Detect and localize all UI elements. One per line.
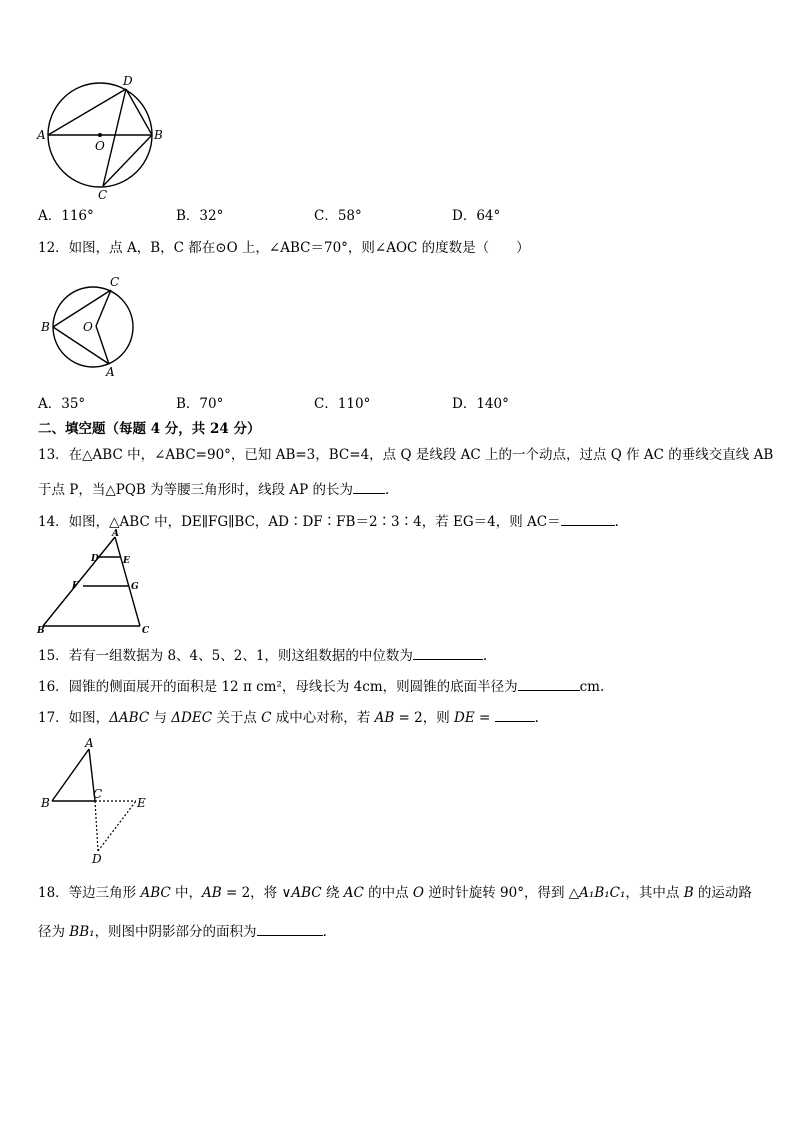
label-a: A [112, 529, 119, 539]
q16-text-line [38, 676, 604, 696]
q18-o: O [412, 885, 424, 901]
circle-outline [53, 287, 133, 367]
q17-de: DE [454, 710, 475, 726]
q18-line1 [38, 884, 752, 902]
q15-answer-blank[interactable] [413, 645, 483, 660]
q18-line2 [38, 921, 327, 941]
label-d: D [92, 852, 102, 866]
side-ab [43, 537, 115, 626]
figure-q12-circle [38, 272, 148, 382]
q18-p6: 逆时针旋转 90°，得到 △ [423, 885, 580, 901]
q13-line1: 13．在△ABC 中，∠ABC=90°，已知 AB=3，BC=4，点 Q 是线段 AC 上的一个动点，过点 Q 作 AC 的垂线交直线 AB [38, 447, 774, 463]
radius-oa [96, 326, 109, 364]
q18-answer-blank[interactable] [257, 921, 323, 936]
q18-p1: 18．等边三角形 [38, 885, 141, 901]
q12-text: 12．如图，点 A，B，C 都在⊙O 上，∠ABC＝70°，则∠AOC 的度数是（ ） [38, 240, 530, 256]
chord-ad [48, 89, 126, 135]
label-a: A [37, 128, 46, 142]
q12-option-a[interactable]: A．35° [38, 396, 86, 412]
q11-option-c[interactable]: C．58° [314, 208, 362, 224]
label-d: D [91, 554, 99, 564]
q14-text: 14．如图，△ABC 中，DE∥FG∥BC，AD∶DF∶FB＝2∶3∶4，若 EG＝4，则 AC＝ [38, 514, 561, 530]
q13-answer-blank[interactable] [353, 479, 385, 494]
q16-text: 16．圆锥的侧面展开的面积是 12 π cm²，母线长为 4cm，则圆锥的底面半径为 [38, 679, 518, 695]
q14-text-line [38, 511, 619, 531]
center-point [98, 133, 102, 137]
q14-answer-blank[interactable] [561, 511, 615, 526]
q11-option-b[interactable]: B．32° [176, 208, 224, 224]
label-f: F [72, 581, 79, 591]
q18-p4: 绕 [321, 885, 344, 901]
q13-line2 [38, 479, 389, 499]
label-o: O [83, 320, 93, 334]
q18-p2: 中， [170, 885, 203, 901]
q18-end: . [322, 924, 327, 940]
q11-option-a[interactable]: A．116° [38, 208, 94, 224]
q15-end: . [482, 648, 488, 664]
label-c: C [110, 275, 120, 289]
section-title: 二、填空题（每题 4 分，共 24 分） [38, 421, 261, 437]
label-c: C [98, 188, 108, 202]
q16-end: cm. [579, 679, 605, 695]
q17-point-c: C [261, 710, 272, 726]
label-e: E [123, 556, 130, 566]
q18-p5: 的中点 [363, 885, 413, 901]
q17-part3: 关于点 [212, 710, 262, 726]
q18-line2b: ，则图中阴影部分的面积为 [94, 924, 257, 940]
label-b: B [37, 626, 45, 636]
q17-end: . [534, 710, 539, 726]
chord-db [126, 89, 152, 135]
label-a: A [106, 365, 115, 379]
q12-option-b[interactable]: B．70° [176, 396, 224, 412]
figure-q11-circle [34, 72, 174, 202]
q14-end: . [614, 514, 619, 530]
q15-text: 15．若有一组数据为 8、4、5、2、1，则这组数据的中位数为 [38, 648, 413, 664]
label-c: C [93, 787, 103, 801]
side-cd [95, 801, 98, 851]
q17-tri-dec: ΔDEC [171, 710, 213, 726]
label-c: C [142, 626, 150, 636]
q13-line2-text: 于点 P，当△PQB 为等腰三角形时，线段 AP 的长为 [38, 482, 354, 498]
label-o: O [95, 139, 105, 153]
q18-abc: ABC [140, 885, 171, 901]
q16-answer-blank[interactable] [518, 676, 580, 691]
side-de [98, 801, 136, 851]
q18-a1b1c1: A₁B₁C₁ [579, 885, 626, 901]
label-b: B [41, 320, 50, 334]
q17-text-line [38, 707, 539, 727]
q18-abc-2: ABC [291, 885, 322, 901]
q18-p7: ，其中点 [625, 885, 684, 901]
label-b: B [154, 128, 163, 142]
chord-dc [103, 89, 126, 186]
q17-part5: = 2，则 [394, 710, 455, 726]
segment-ba [53, 327, 109, 364]
figure-q14-triangle [34, 529, 159, 638]
q17-tri-abc: ΔABC [109, 710, 150, 726]
q12-option-c[interactable]: C．110° [314, 396, 371, 412]
figure-q17-symmetry [38, 737, 158, 867]
label-a: A [85, 736, 94, 750]
label-e: E [137, 796, 146, 810]
label-g: G [131, 582, 139, 592]
q18-line2a: 径为 [38, 924, 70, 940]
q17-part2: 与 [149, 710, 172, 726]
label-d: D [123, 74, 133, 88]
q13-end: . [385, 482, 390, 498]
q18-ac: AC [343, 885, 364, 901]
q17-part4: 成中心对称，若 [271, 710, 375, 726]
q18-b: B [683, 885, 694, 901]
q17-part6: = [474, 710, 495, 726]
q12-option-d[interactable]: D．140° [452, 396, 509, 412]
q17-ab: AB [374, 710, 395, 726]
q18-ab: AB [202, 885, 222, 901]
segment-bc [53, 290, 111, 327]
label-b: B [41, 796, 50, 810]
q15-text-line [38, 645, 487, 665]
q18-p8: 的运动路 [693, 885, 752, 901]
q18-p3: = 2，将 ∨ [221, 885, 292, 901]
side-ab [52, 749, 89, 801]
q18-arc-bb1: BB₁ [69, 924, 95, 940]
q11-option-d[interactable]: D．64° [452, 208, 501, 224]
q17-part1: 17．如图， [38, 710, 110, 726]
q17-answer-blank[interactable] [495, 707, 535, 722]
